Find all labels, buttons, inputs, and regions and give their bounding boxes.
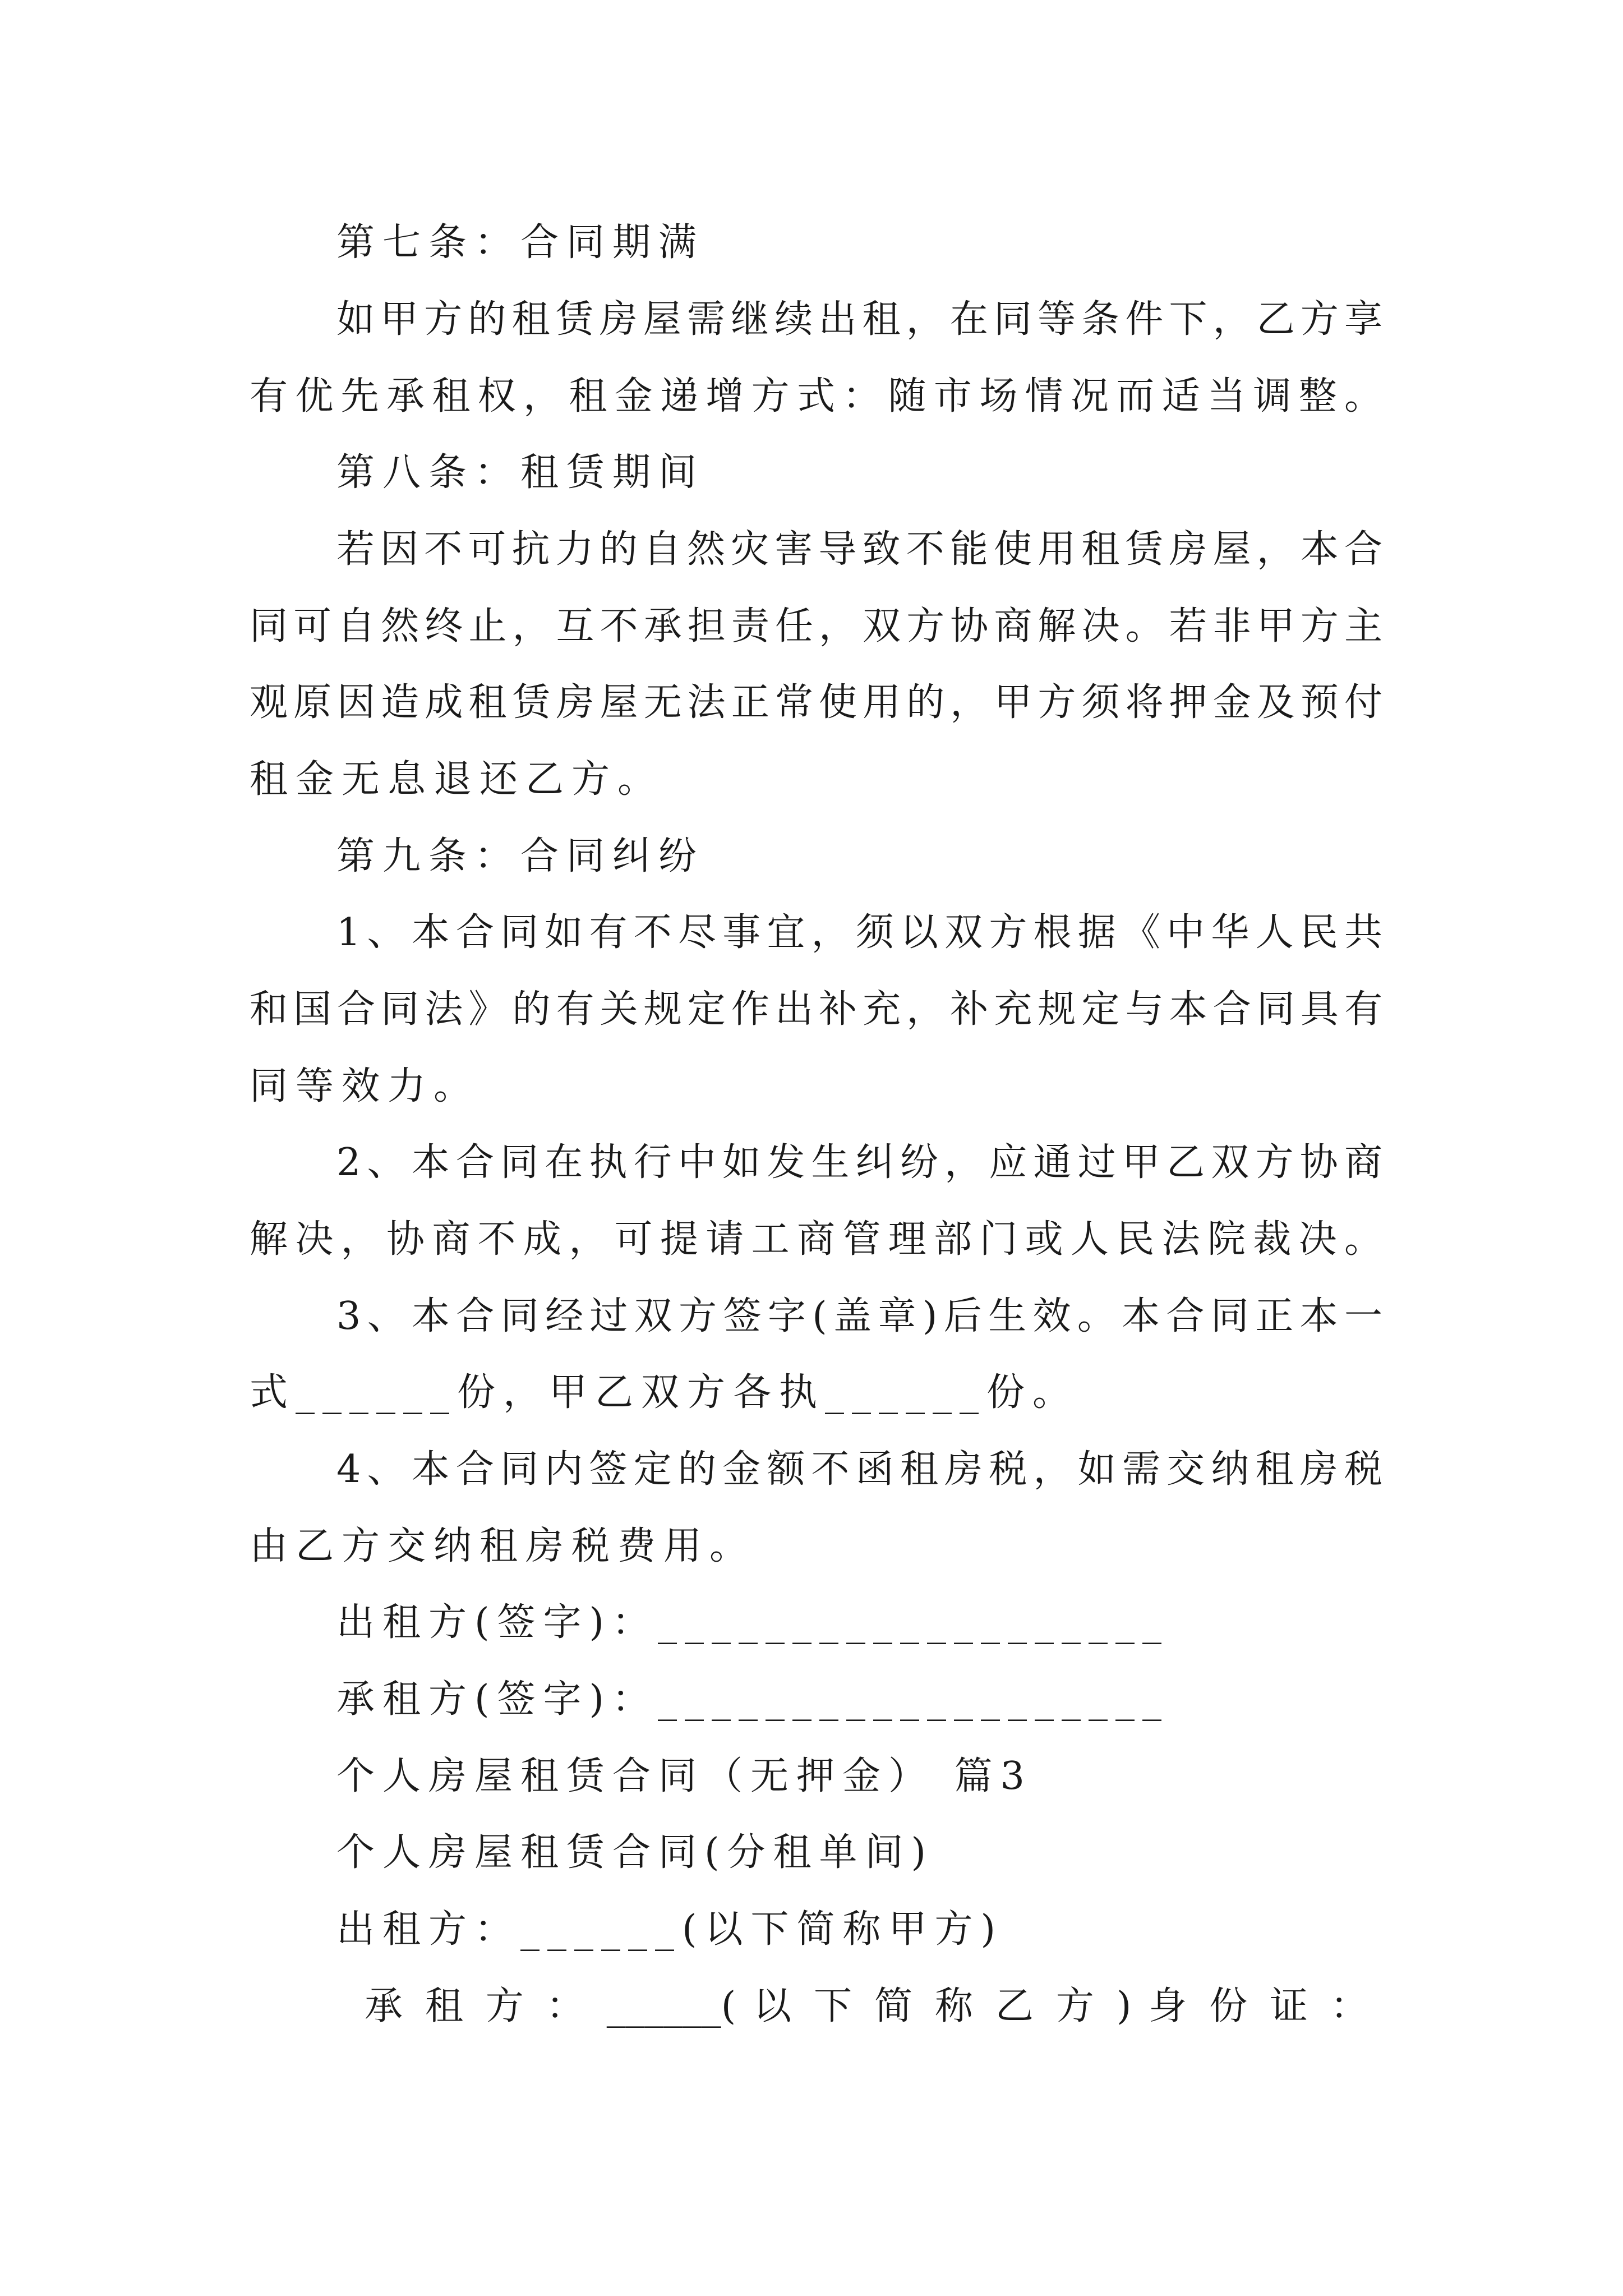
paragraph-line: 3、本合同经过双方签字(盖章)后生效。本合同正本一 [336, 1294, 1382, 1338]
paragraph-line: 租金无息退还乙方。 [250, 757, 664, 802]
article-7-heading: 第七条：合同期满 [336, 220, 705, 265]
paragraph-line: 若因不可抗力的自然灾害导致不能使用租赁房屋，本合 [336, 527, 1382, 572]
paragraph-line: 解决，协商不成，可提请工商管理部门或人民法院裁决。 [250, 1217, 1382, 1262]
article-9-heading: 第九条：合同纠纷 [336, 834, 705, 878]
paragraph-line: 和国合同法》的有关规定作出补充，补充规定与本合同具有 [250, 987, 1382, 1032]
paragraph-line: 4、本合同内签定的金额不函租房税，如需交纳租房税 [336, 1447, 1382, 1492]
paragraph-line: 同可自然终止，互不承担责任，双方协商解决。若非甲方主 [250, 604, 1382, 648]
paragraph-line: 如甲方的租赁房屋需继续出租，在同等条件下，乙方享 [336, 297, 1382, 342]
contract-subtitle: 个人房屋租赁合同(分租单间) [336, 1830, 934, 1875]
paragraph-line: 同等效力。 [250, 1064, 480, 1108]
lessee-signature-line: 承租方(签字)：___________________ [336, 1677, 1170, 1722]
paragraph-line: 有优先承租权，租金递增方式：随市场情况而适当调整。 [250, 374, 1382, 418]
section-title: 个人房屋租赁合同（无押金） 篇3 [336, 1754, 1032, 1798]
paragraph-line: 2、本合同在执行中如发生纠纷，应通过甲乙双方协商 [336, 1140, 1382, 1185]
lessor-signature-line: 出租方(签字)：___________________ [336, 1600, 1170, 1645]
paragraph-line: 式______份，甲乙双方各执______份。 [250, 1370, 1079, 1415]
article-8-heading: 第八条：租赁期间 [336, 450, 705, 495]
paragraph-line: 由乙方交纳租房税费用。 [250, 1524, 756, 1568]
paragraph-line: 观原因造成租赁房屋无法正常使用的，甲方须将押金及预付 [250, 680, 1382, 725]
paragraph-line: 1、本合同如有不尽事宜，须以双方根据《中华人民共 [336, 910, 1382, 955]
lessee-line: 承 租 方 ： ______( 以 下 简 称 乙 方 ) 身 份 证 ： [365, 1984, 1368, 2028]
lessor-line: 出租方：______(以下简称甲方) [336, 1907, 1004, 1952]
